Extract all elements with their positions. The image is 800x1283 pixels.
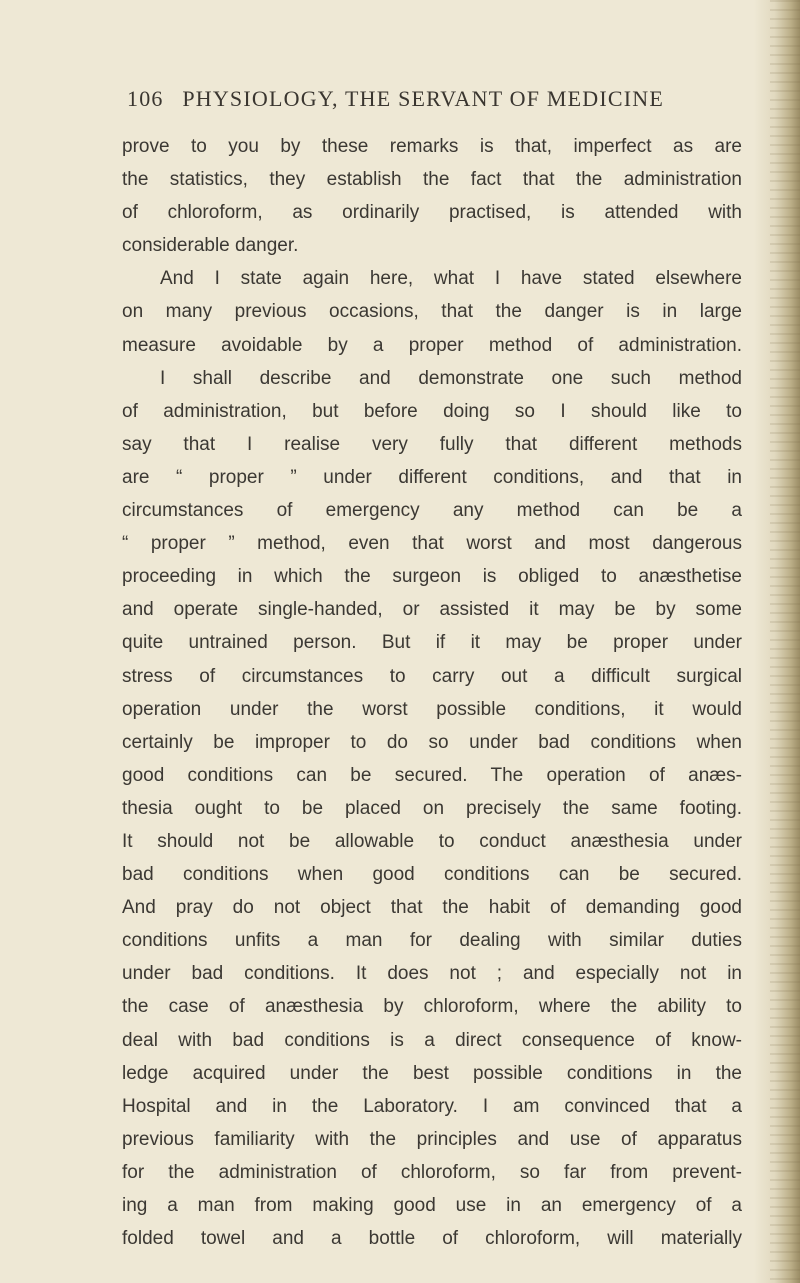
text-line: quite untrained person. But if it may be proper under xyxy=(122,632,742,654)
text-line: are “ proper ” under different conditions, and that in xyxy=(122,466,742,488)
text-line: “ proper ” method, even that worst and most dangerous xyxy=(122,533,742,555)
text-line: I shall describe and demonstrate one such method xyxy=(160,367,742,389)
text-line: for the administration of chloroform, so far from prevent- xyxy=(122,1161,742,1183)
text-line: proceeding in which the surgeon is obliged to anæsthetise xyxy=(122,566,742,588)
text-line: deal with bad conditions is a direct consequence of know- xyxy=(122,1029,742,1051)
text-line: stress of circumstances to carry out a difficult surgical xyxy=(122,665,742,687)
text-line: ing a man from making good use in an emergency of a xyxy=(122,1195,742,1216)
text-line: previous familiarity with the principles and use of apparatus xyxy=(122,1128,742,1150)
text-line: considerable danger. xyxy=(122,235,299,257)
text-line: bad conditions when good conditions can be secured. xyxy=(122,864,742,886)
text-line: Hospital and in the Laboratory. I am convinced that a xyxy=(122,1095,742,1117)
text-line: prove to you by these remarks is that, imperfect as are xyxy=(122,136,742,157)
text-line: certainly be improper to do so under bad conditions when xyxy=(122,731,742,753)
text-line: It should not be allowable to conduct anæsthesia under xyxy=(122,830,742,852)
running-title: PHYSIOLOGY, THE SERVANT OF MEDICINE xyxy=(182,86,665,111)
text-line: And pray do not object that the habit of demanding good xyxy=(122,897,742,919)
text-line: conditions unfits a man for dealing with similar duties xyxy=(122,930,742,952)
text-line: circumstances of emergency any method can be a xyxy=(122,500,742,522)
text-line: of administration, but before doing so I should like to xyxy=(122,400,742,422)
page-edge-texture xyxy=(770,0,800,1283)
running-header xyxy=(127,86,747,112)
text-line: operation under the worst possible conditions, it would xyxy=(122,698,742,720)
text-line: measure avoidable by a proper method of administration. xyxy=(122,334,742,356)
text-line: of chloroform, as ordinarily practised, is attended with xyxy=(122,202,742,224)
text-line: good conditions can be secured. The operation of anæs- xyxy=(122,764,742,786)
text-line: ledge acquired under the best possible conditions in the xyxy=(122,1062,742,1084)
text-line: And I state again here, what I have stated elsewhere xyxy=(160,268,742,290)
page-number: 106 xyxy=(127,86,164,111)
text-line: the statistics, they establish the fact that the administration xyxy=(122,169,742,191)
text-line: the case of anæsthesia by chloroform, where the ability to xyxy=(122,996,742,1018)
text-line: thesia ought to be placed on precisely the same footing. xyxy=(122,797,742,819)
text-line: under bad conditions. It does not ; and especially not in xyxy=(122,963,742,985)
text-line: on many previous occasions, that the danger is in large xyxy=(122,301,742,323)
text-line: and operate single-handed, or assisted it may be by some xyxy=(122,599,742,621)
text-line: say that I realise very fully that different methods xyxy=(122,433,742,455)
body-text xyxy=(122,130,742,1255)
text-line: folded towel and a bottle of chloroform, will materially xyxy=(122,1228,742,1250)
